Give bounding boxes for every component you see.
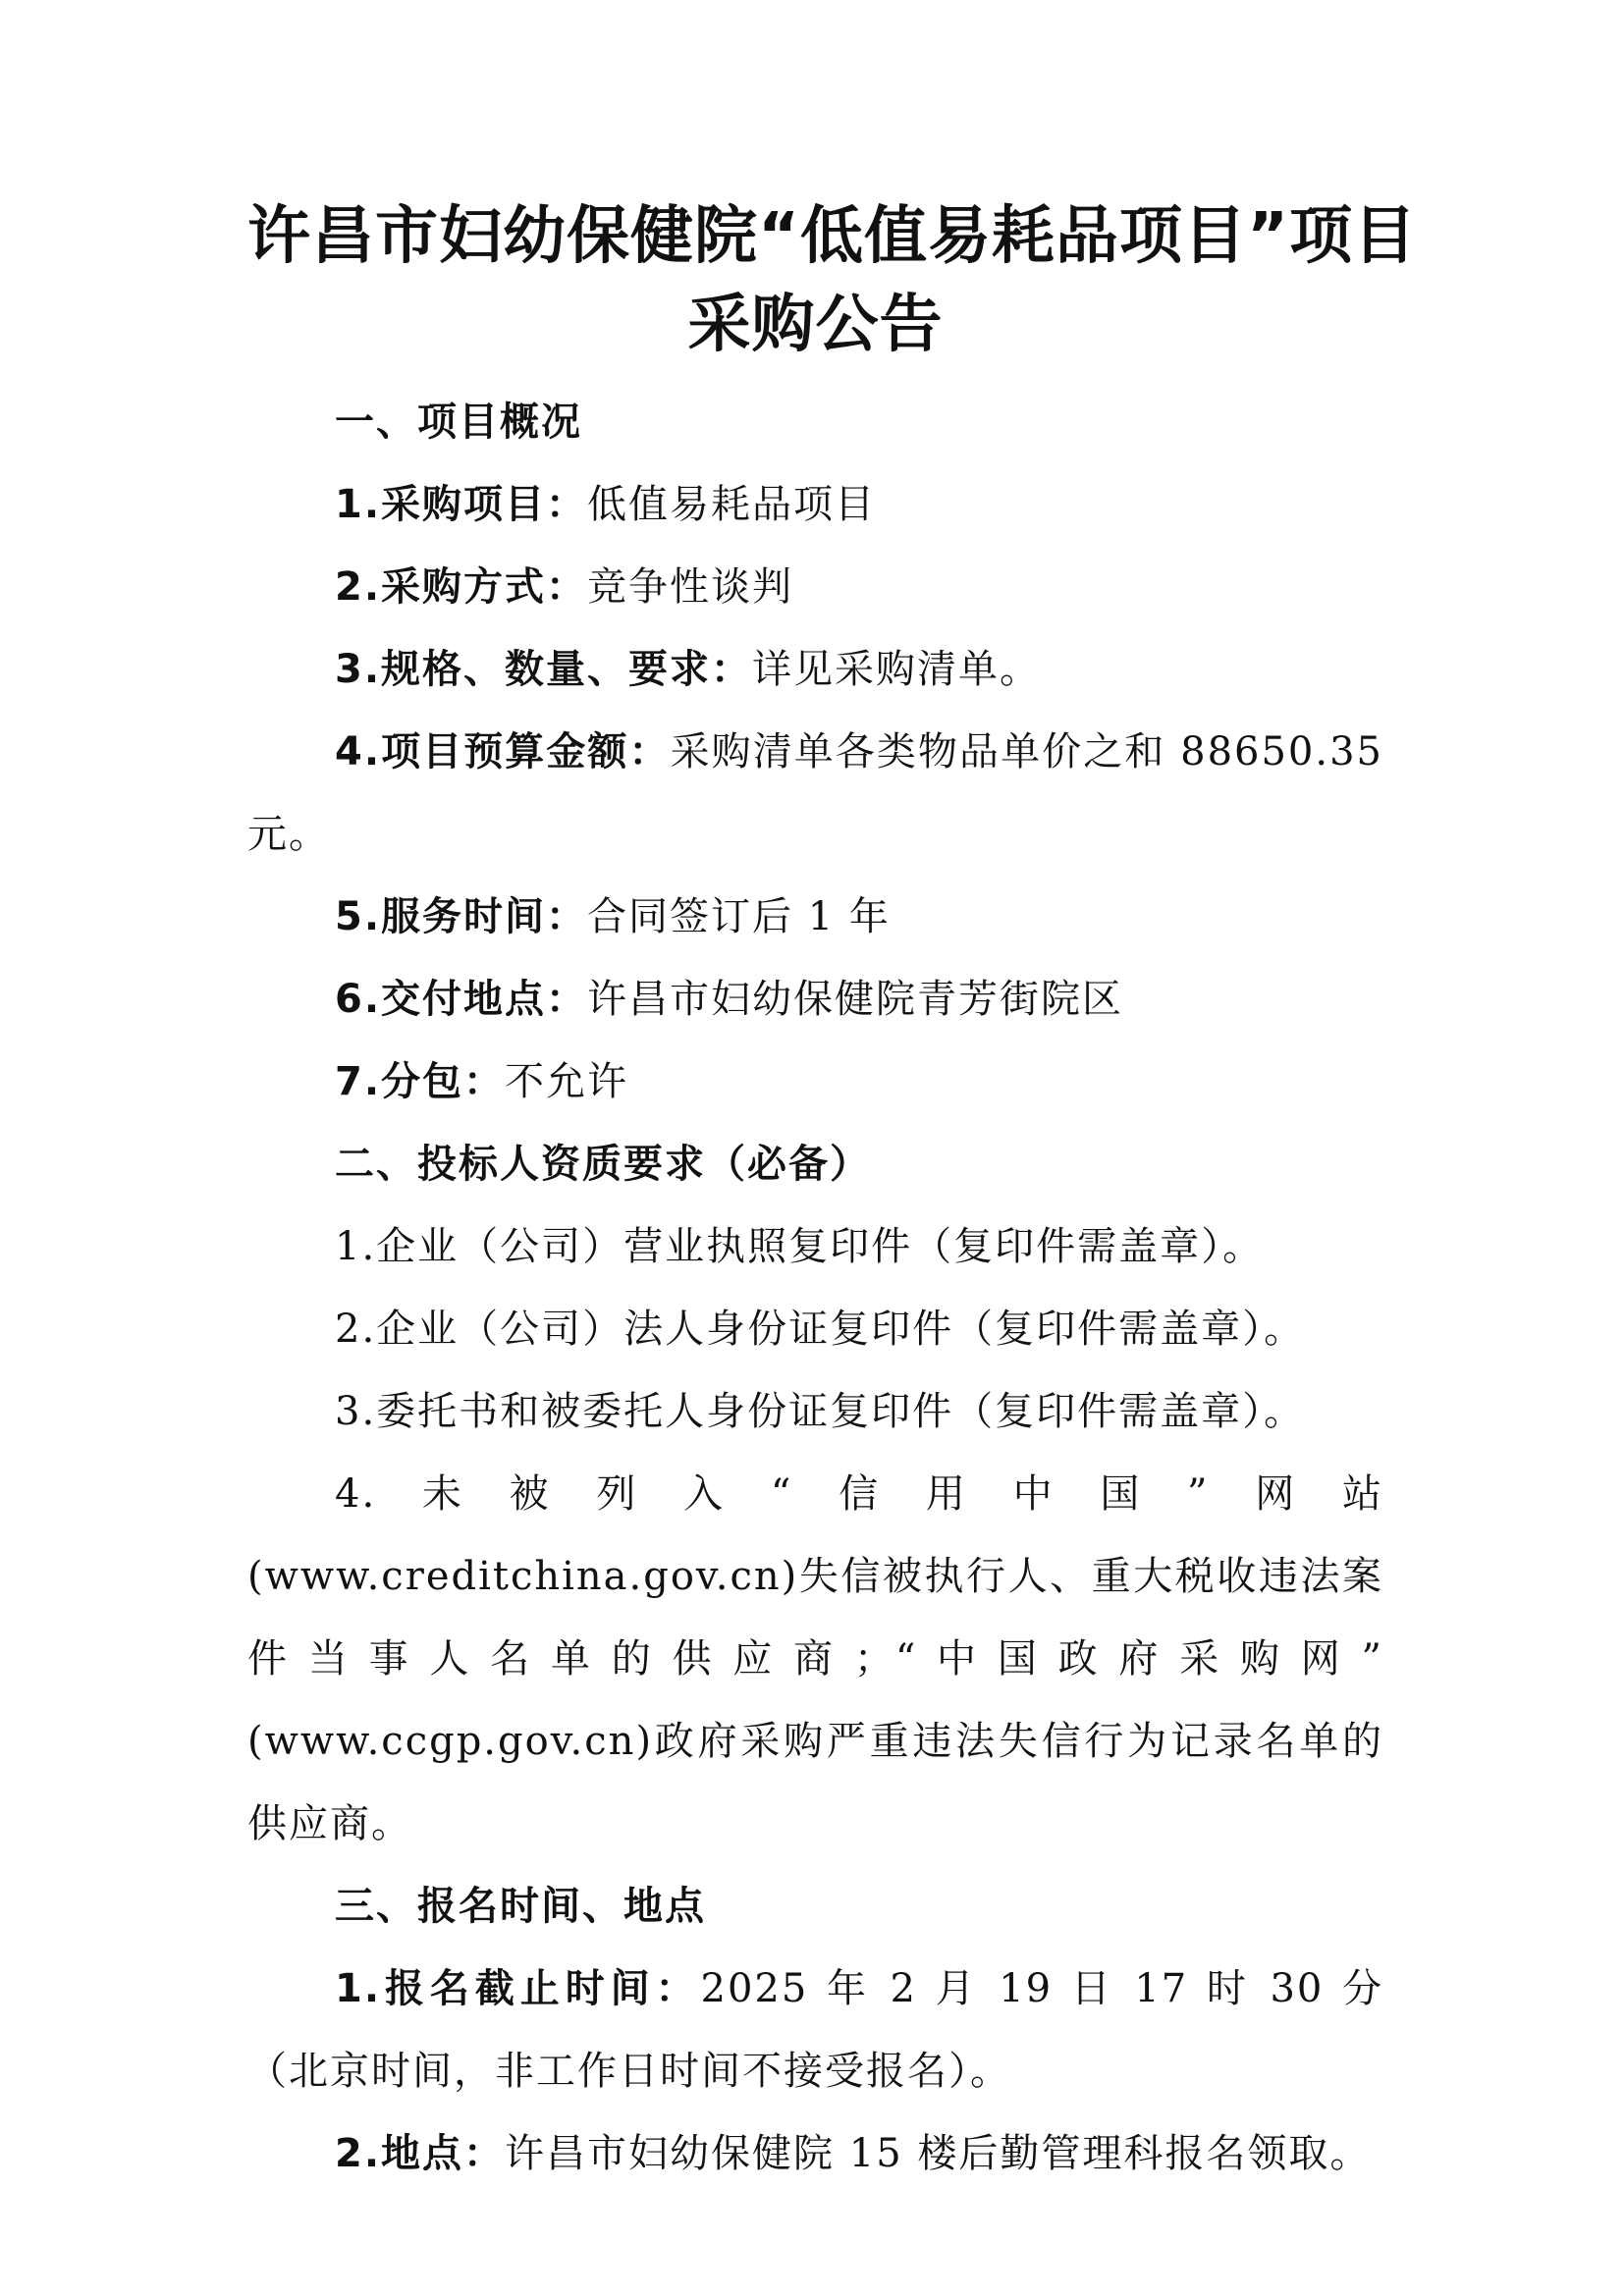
section-3-heading: 三、报名时间、地点 — [335, 1884, 706, 1929]
item-specifications — [247, 628, 1383, 711]
item-procurement-project — [247, 463, 1383, 546]
item-label: 4.项目预算金额： — [335, 729, 671, 774]
section-2-heading: 二、投标人资质要求（必备） — [335, 1142, 871, 1187]
item-registration-location — [247, 2112, 1383, 2195]
item-value: 2025 年 2 月 19 日 17 时 30 分（北京时间，非工作日时间不接受报名）。 — [247, 1966, 1384, 2094]
item-label: 7.分包： — [335, 1059, 506, 1104]
item-value: 合同签订后 1 年 — [587, 894, 891, 939]
item-value: 许昌市妇幼保健院青芳街院区 — [587, 977, 1124, 1022]
qualification-item: 1.企业（公司）营业执照复印件（复印件需盖章）。 — [335, 1224, 1265, 1269]
item-value: 竞争性谈判 — [587, 564, 794, 610]
item-registration-deadline — [247, 1948, 1383, 2112]
item-value: 低值易耗品项目 — [587, 482, 877, 527]
item-label: 2.采购方式： — [335, 564, 588, 610]
item-label: 1.报名截止时间： — [335, 1966, 701, 2011]
item-value: 采购清单各类物品单价之和 88650.35 元。 — [247, 729, 1383, 857]
qualification-item: 4.未被列入“信用中国”网站(www.creditchina.gov.cn)失信被执行人、重大税收违法案件当事人名单的供应商；“中国政府采购网” (www.ccgp.gov.cn)政府采购严重违法失信行为记录名单的供应商。 — [247, 1471, 1383, 1846]
item-subcontracting — [247, 1041, 1383, 1123]
item-value: 不允许 — [505, 1059, 629, 1104]
item-delivery-location — [247, 958, 1383, 1041]
item-value: 许昌市妇幼保健院 15 楼后勤管理科报名领取。 — [505, 2131, 1372, 2176]
document-body — [247, 381, 1383, 2195]
item-service-time — [247, 876, 1383, 958]
item-label: 6.交付地点： — [335, 977, 588, 1022]
title-line-1: 许昌市妇幼保健院“低值易耗品项目”项目 — [247, 200, 1418, 273]
item-label: 5.服务时间： — [335, 894, 588, 939]
item-procurement-method — [247, 546, 1383, 628]
document-title — [247, 192, 1418, 369]
section-1-heading: 一、项目概况 — [335, 400, 582, 445]
item-label: 1.采购项目： — [335, 482, 588, 527]
item-budget — [247, 711, 1383, 876]
item-label: 3.规格、数量、要求： — [335, 647, 753, 692]
qualification-item: 2.企业（公司）法人身份证复印件（复印件需盖章）。 — [335, 1307, 1306, 1352]
qualification-item: 3.委托书和被委托人身份证复印件（复印件需盖章）。 — [335, 1389, 1306, 1434]
item-value: 详见采购清单。 — [752, 647, 1042, 692]
title-line-2: 采购公告 — [687, 289, 944, 361]
item-label: 2.地点： — [335, 2131, 506, 2176]
